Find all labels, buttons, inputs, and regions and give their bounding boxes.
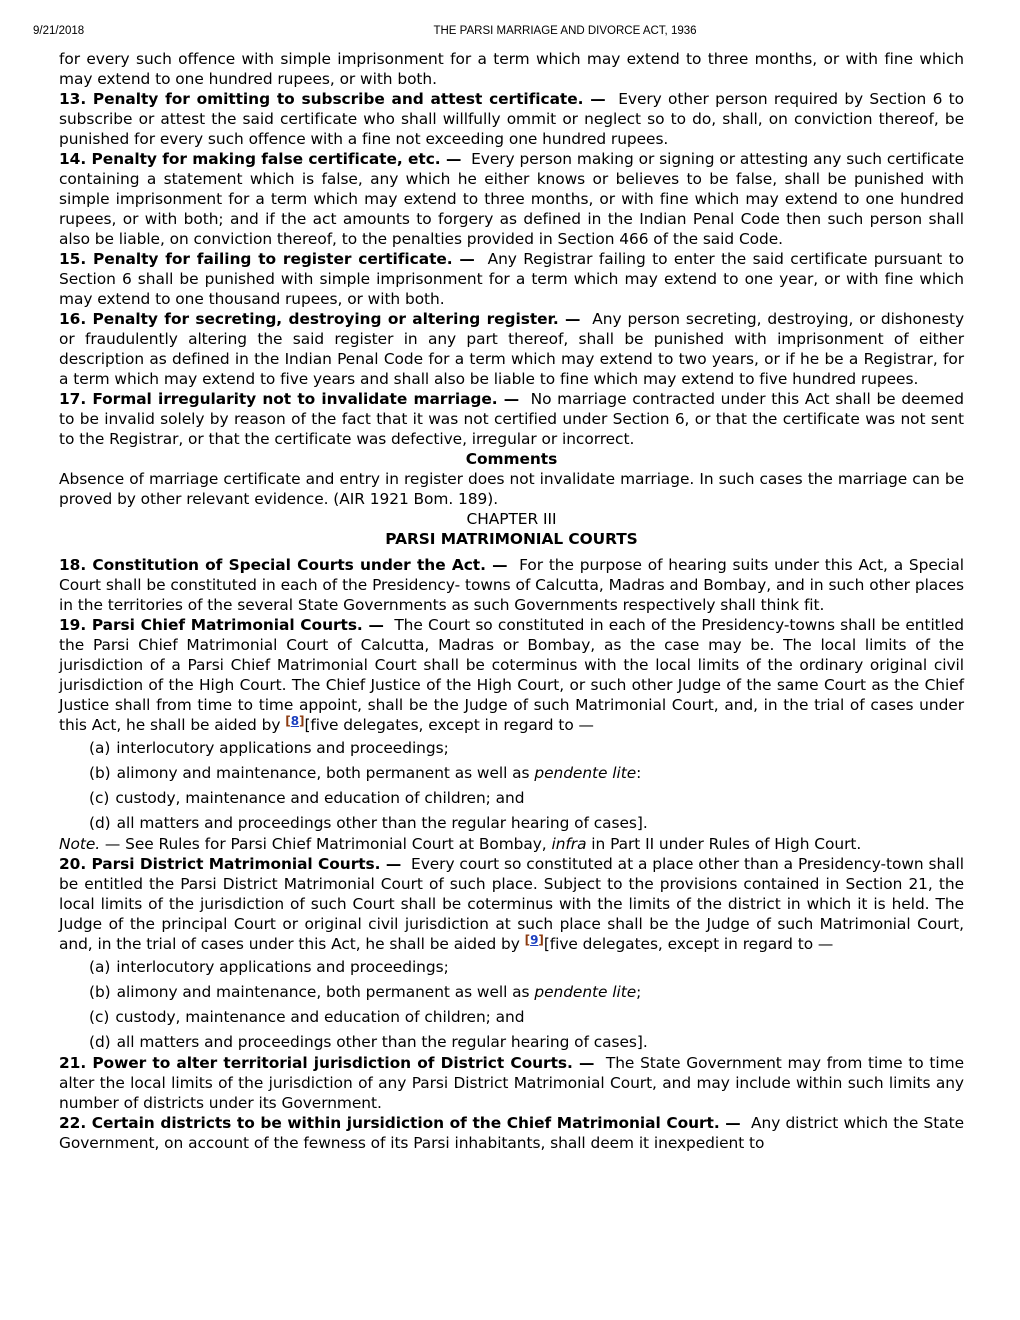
section-14-body: Every person making or signing or attesting any such certificate containing a statement which is false, any which he either knows or believes to be false, shall be punished with simple imprisonment for a term which may extend to three months, or with fine which may extend to one hundred rupees, or with both; and if the act amounts to forgery as defined in the Indian Penal Code then such person shall also be liable, on conviction thereof, to the penalties provided in Section 466 of the said Code.	[59, 150, 964, 248]
section-13	[59, 89, 964, 149]
list-item: (c) custody, maintenance and education of children; and	[89, 789, 525, 807]
section-15-body: Any Registrar failing to enter the said certificate pursuant to Section 6 shall be punished with simple imprisonment for a term which may extend to one year, or with fine which may extend to one thousand rupees, or with both.	[59, 250, 964, 308]
comments-heading: Comments	[465, 450, 558, 468]
section-19-body: The Court so constituted in each of the Presidency-towns shall be entitled the Parsi Chief Matrimonial Court of Calcutta, Madras or Bombay, as the case may be. The local limits of the jurisdiction of a Parsi Chief Matrimonial Court shall be coterminus with the local limits of the ordinary original civil jurisdiction of the High Court. The Chief Justice of the High Court, or such other Judge of the same Court as the Chief Justice shall from time to time appoint, shall be the Judge of such Matrimonial Court, and, in the trial of cases under this Act, he shall be aided by	[59, 616, 965, 734]
section-17-heading: 17. Formal irregularity not to invalidate marriage. —	[59, 390, 520, 408]
section-22	[59, 1113, 964, 1153]
list-item: (b) alimony and maintenance, both permanent as well as pendente lite:	[89, 764, 642, 782]
section-14-heading: 14. Penalty for making false certificate, etc. —	[59, 150, 462, 168]
footnote-9: [9]	[524, 933, 544, 947]
list-item: (d) all matters and proceedings other than the regular hearing of cases].	[89, 814, 648, 832]
document-title: THE PARSI MARRIAGE AND DIVORCE ACT, 1936	[433, 25, 697, 37]
section-15	[59, 249, 964, 309]
section-20-heading: 20. Parsi District Matrimonial Courts. —	[59, 855, 402, 873]
section-21-body: The State Government may from time to time alter the local limits of the jurisdiction of any Parsi District Matrimonial Court, and may include within such limits any number of districts under its Government.	[59, 1054, 964, 1112]
list-item: (d) all matters and proceedings other than the regular hearing of cases].	[89, 1033, 648, 1051]
section-17-body: No marriage contracted under this Act shall be deemed to be invalid solely by reason of the fact that it was not certified under Section 6, or that the certificate was not sent to the Registrar, or that the certificate was defective, irregular or incorrect.	[59, 390, 964, 448]
list-item: (a) interlocutory applications and proceedings;	[89, 739, 449, 757]
section-19-heading: 19. Parsi Chief Matrimonial Courts. —	[59, 616, 384, 634]
section-15-heading: 15. Penalty for failing to register certificate. —	[59, 250, 475, 268]
print-header	[0, 25, 1020, 41]
section-16	[59, 309, 964, 389]
section-18-heading: 18. Constitution of Special Courts under the Act. —	[59, 556, 508, 574]
section-14	[59, 149, 964, 249]
print-date: 9/21/2018	[33, 25, 85, 37]
section-19	[59, 615, 964, 735]
footnote-9-link[interactable]: 9	[530, 933, 539, 947]
section-16-body: Any person secreting, destroying, or dishonesty or fraudulently altering the said register in any part thereof, shall be punished with imprisonment of either description as defined in the Indian Penal Code for a term which may extend to two years, or if he be a Registrar, for a term which may extend to five years and shall also be liable to fine which may extend to five hundred rupees.	[59, 310, 964, 388]
section-16-heading: 16. Penalty for secreting, destroying or altering register. —	[59, 310, 581, 328]
footnote-8: [8]	[285, 714, 305, 728]
list-item: (c) custody, maintenance and education of children; and	[89, 1008, 525, 1026]
comments-body: Absence of marriage certificate and entry in register does not invalidate marriage. In such cases the marriage can be proved by other relevant evidence. (AIR 1921 Bom. 189).	[59, 470, 964, 508]
continuation-paragraph: for every such offence with simple imprisonment for a term which may extend to three months, or with fine which may extend to one hundred rupees, or with both.	[59, 50, 964, 88]
section-21	[59, 1053, 964, 1113]
note: Note. — See Rules for Parsi Chief Matrimonial Court at Bombay, infra in Part II under Rules of High Court.	[59, 835, 862, 853]
section-13-body: Every other person required by Section 6 to subscribe or attest the said certificate who shall willfully ommit or neglect so to do, shall, on conviction thereof, be punished for every such offence with a fine not exceeding one hundred rupees.	[59, 90, 965, 148]
section-20-body: Every court so constituted at a place other than a Presidency-town shall be entitled the Parsi District Matrimonial Court of such place. Subject to the provisions contained in Section 21, the local limits of the jurisdiction of such Court shall be coterminus with the limits of the district in which it is held. The Judge of the principal Court or original civil jurisdiction at such place shall be the Judge of such Matrimonial Court, and, in the trial of cases under this Act, he shall be aided by	[59, 855, 965, 953]
list-item: (b) alimony and maintenance, both permanent as well as pendente lite;	[89, 983, 642, 1001]
section-19-body-cont: [five delegates, except in regard to —	[304, 716, 594, 734]
section-18-body: For the purpose of hearing suits under this Act, a Special Court shall be constituted in each of the Presidency- towns of Calcutta, Madras and Bombay, and in such other places in the territories of the several State Governments as such Governments respectively shall think fit.	[59, 556, 964, 614]
chapter-title: PARSI MATRIMONIAL COURTS	[385, 530, 638, 548]
section-22-body: Any district which the State Government, on account of the fewness of its Parsi inhabitants, shall deem it inexpedient to	[59, 1114, 964, 1152]
section-22-heading: 22. Certain districts to be within jursidiction of the Chief Matrimonial Court. —	[59, 1114, 741, 1132]
section-18	[59, 555, 964, 615]
section-20-items	[59, 957, 964, 1052]
document-body	[59, 49, 964, 1153]
section-20-body-cont: [five delegates, except in regard to —	[543, 935, 834, 953]
footnote-8-link[interactable]: 8	[290, 714, 299, 728]
section-13-heading: 13. Penalty for omitting to subscribe and attest certificate. —	[59, 90, 606, 108]
section-21-heading: 21. Power to alter territorial jurisdiction of District Courts. —	[59, 1054, 595, 1072]
section-19-items	[59, 738, 964, 833]
section-20	[59, 854, 964, 954]
section-17	[59, 389, 964, 449]
list-item: (a) interlocutory applications and proceedings;	[89, 958, 449, 976]
chapter-number: CHAPTER III	[466, 510, 557, 528]
note-label: Note.	[59, 835, 101, 853]
